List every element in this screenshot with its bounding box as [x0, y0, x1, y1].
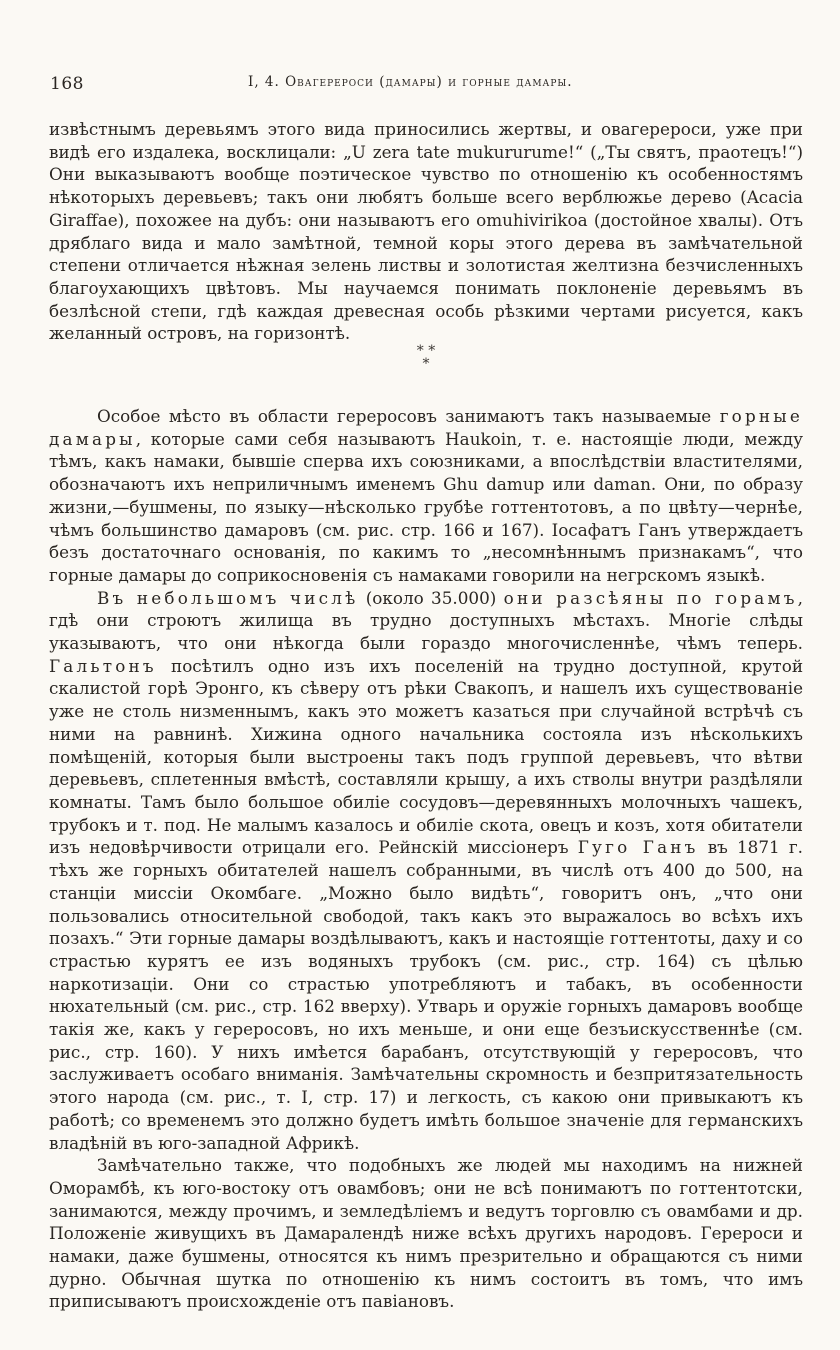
- paragraph-p1: [49, 118, 803, 345]
- paragraph-p3: [49, 587, 803, 1155]
- text-run: посѣтилъ одно изъ ихъ поселеній на трудно доступной, крутой скалистой горѣ Эронго, къ сѣверу отъ рѣки Свакопъ, и нашелъ ихъ существованіе уже не столь низменнымъ, какъ это можетъ казаться при случайной встрѣчѣ съ ними на равнинѣ. Хижина одного начальника состояла изъ нѣсколькихъ помѣщеній, которыя были выстроены такъ подъ группой деревьевъ, что вѣтви деревьевъ, сплетенныя вмѣстѣ, составляли крышу, а ихъ стволы внутри раздѣляли комнаты. Тамъ было большое обиліе сосудовъ—деревянныхъ молочныхъ чашекъ, трубокъ и т. под. Не малымъ казалось и обиліе скота, овецъ и козъ, хотя обитатели изъ недовѣрчивости отрицали его. Рейнскій миссіонеръ: [49, 655, 803, 858]
- spaced-emphasis: Въ небольшомъ числѣ: [97, 587, 359, 608]
- body-text: [49, 118, 803, 1313]
- text-run: (около 35.000): [358, 587, 504, 608]
- separator-star-bottom: *: [422, 356, 430, 373]
- page-number: 168: [50, 74, 84, 94]
- spaced-emphasis: горные дамары: [49, 406, 803, 449]
- text-run: въ 1871 г. тѣхъ же горныхъ обитателей нашелъ собранными, въ числѣ отъ 400 до 500, на станціи миссіи Окомбаге. „Можно было видѣть“, говоритъ онъ, „что они пользовались относительной свободой, такъ какъ это выражалось во всѣхъ ихъ позахъ.“ Эти горные дамары воздѣлываютъ, какъ и настоящіе готтентоты, даху и со страстью курятъ ее изъ водяныхъ трубокъ (см. рис., стр. 164) съ цѣлью наркотизаціи. Они со страстью употребляютъ и табакъ, въ особенности нюхательный (см. рис., стр. 162 вверху). Утварь и оружіе горныхъ дамаровъ вообще такія же, какъ у гереросовъ, но ихъ меньше, и они еще безъискусственнѣе (см. рис., стр. 160). У нихъ имѣется барабанъ, отсутствующій у гереросовъ, что заслуживаетъ особаго вниманія. Замѣчательны скромность и безпритязательность этого народа (см. рис., т. I, стр. 17) и легкость, съ какою они привыкаютъ къ работѣ; со временемъ это должно будетъ имѣть большое значеніе для германскихъ владѣній въ юго-западной Африкѣ.: [49, 837, 804, 1153]
- spaced-emphasis: Гуго Ганъ: [577, 837, 699, 858]
- spaced-emphasis: они разсѣяны по горамъ: [503, 587, 798, 608]
- paragraph-p4: [49, 1154, 803, 1313]
- text-run: , которые сами себя называютъ Haukoin, т. е. настоящіе люди, между тѣмъ, какъ намаки, бывшіе сперва ихъ союзниками, а впослѣдствіи властителями, обозначаютъ ихъ неприличнымъ именемъ Ghu damup или daman. Они, по образу жизни,—бушмены, по языку—нѣсколько грубѣе готтентотовъ, а по цвѣту—чернѣе, чѣмъ большинство дамаровъ (см. рис. стр. 166 и 167). Іосафатъ Ганъ утверждаетъ безъ достаточнаго основанія, по какимъ то „несомнѣннымъ признакамъ“, что горные дамары до соприкосновенія съ намаками говорили на негрскомъ языкѣ.: [49, 428, 803, 585]
- spaced-emphasis: Гальтонъ: [49, 655, 157, 676]
- text-run: , гдѣ они строютъ жилища въ трудно доступныхъ мѣстахъ. Многіе слѣды указываютъ, что они нѣкогда были гораздо многочисленнѣе, чѣмъ теперь.: [49, 587, 803, 654]
- running-head: I, 4. Овагерероси (дамары) и горные дамары.: [248, 74, 573, 90]
- paragraph-p2: [49, 405, 803, 587]
- separator-stars-top: * *: [416, 343, 436, 360]
- page-header: [50, 72, 802, 98]
- text-run: Замѣчательно также, что подобныхъ же людей мы находимъ на нижней Оморамбѣ, къ юго-востоку отъ овамбовъ; они не всѣ понимаютъ по готтентотски, занимаются, между прочимъ, и земледѣліемъ и ведутъ торговлю съ овамбами и др. Положеніе живущихъ въ Дамаралендѣ ниже всѣхъ другихъ народовъ. Герероси и намаки, даже бушмены, относятся къ нимъ презрительно и обращаются съ ними дурно. Обычная шутка по отношенію къ нимъ состоитъ въ томъ, что имъ приписываютъ происхожденіе отъ павіановъ.: [49, 1155, 803, 1312]
- text-run: извѣстнымъ деревьямъ этого вида приносились жертвы, и овагерероси, уже при видѣ его издалека, восклицали: „U zera tate mukururume!“ („Ты святъ, праотецъ!“) Они выказываютъ вообще поэтическое чувство по отношенію къ особенностямъ нѣкоторыхъ деревьевъ; такъ они любятъ больше всего верблюжье дерево (Acacia Giraffae), похожее на дубъ: они называютъ его omuhivirikoa (достойное хвалы). Отъ дряблаго вида и мало замѣтной, темной коры этого дерева въ замѣчательной степени отличается нѣжная зелень листвы и золотистая желтизна безчисленныхъ благоухающихъ цвѣтовъ. Мы научаемся понимать поклоненіе деревьямъ въ безлѣсной степи, гдѣ каждая древесная особь рѣзкими чертами рисуется, какъ желанный островъ, на горизонтѣ.: [49, 119, 803, 344]
- text-run: Особое мѣсто въ области гереросовъ занимаютъ такъ называемые: [97, 406, 720, 427]
- section-separator: [49, 345, 803, 375]
